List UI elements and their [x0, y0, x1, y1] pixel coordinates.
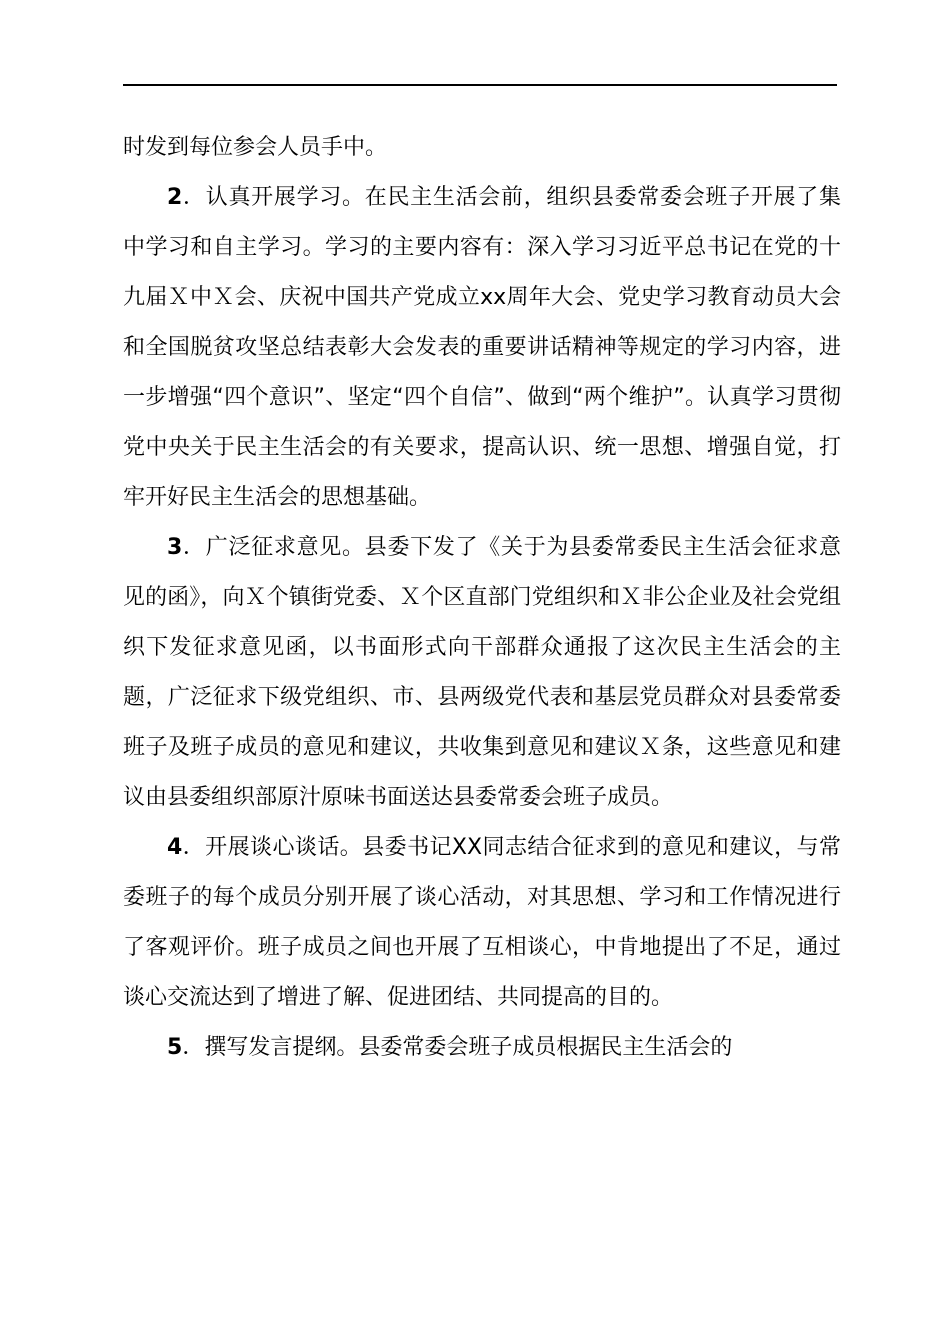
paragraph-text: ．开展谈心谈话。县委书记XX同志结合征求到的意见和建议，与常委班子的每个成员分别开展了谈心活动，对其思想、学习和工作情况进行了客观评价。班子成员之间也开展了互相谈心，中肯地提出了不足，通过谈心交流达到了增进了解、促进团结、共同提高的目的。 — [123, 835, 841, 1010]
paragraph-number: 5 — [167, 1035, 183, 1060]
paragraph-number: 4 — [167, 835, 183, 860]
header-rule — [123, 84, 837, 86]
paragraph-number: 2 — [167, 185, 183, 210]
paragraph-text: ．广泛征求意见。县委下发了《关于为县委常委民主生活会征求意见的函》，向Ｘ个镇街党委、Ｘ个区直部门党组织和Ｘ非公企业及社会党组织下发征求意见函，以书面形式向干部群众通报了这次民主生活会的主题，广泛征求下级党组织、市、县两级党代表和基层党员群众对县委常委班子及班子成员的意见和建议，共收集到意见和建议Ｘ条，这些意见和建议由县委组织部原汁原味书面送达县委常委会班子成员。 — [123, 535, 841, 810]
paragraph-item-4 — [123, 823, 841, 1023]
paragraph-continuation — [123, 123, 841, 173]
paragraph-text: ．认真开展学习。在民主生活会前，组织县委常委会班子开展了集中学习和自主学习。学习的主要内容有：深入学习习近平总书记在党的十九届Ｘ中Ｘ会、庆祝中国共产党成立xx周年大会、党史学习教育动员大会和全国脱贫攻坚总结表彰大会发表的重要讲话精神等规定的学习内容，进一步增强“四个意识”、坚定“四个自信”、做到“两个维护”。认真学习贯彻党中央关于民主生活会的有关要求，提高认识、统一思想、增强自觉，打牢开好民主生活会的思想基础。 — [123, 185, 841, 510]
paragraph-number: 3 — [167, 535, 183, 560]
paragraph-item-2 — [123, 173, 841, 523]
document-body — [123, 123, 841, 1073]
paragraph-item-3 — [123, 523, 841, 823]
paragraph-text: ．撰写发言提纲。县委常委会班子成员根据民主生活会的 — [182, 1035, 733, 1060]
paragraph-text: 时发到每位参会人员手中。 — [123, 135, 388, 160]
paragraph-item-5 — [123, 1023, 841, 1073]
